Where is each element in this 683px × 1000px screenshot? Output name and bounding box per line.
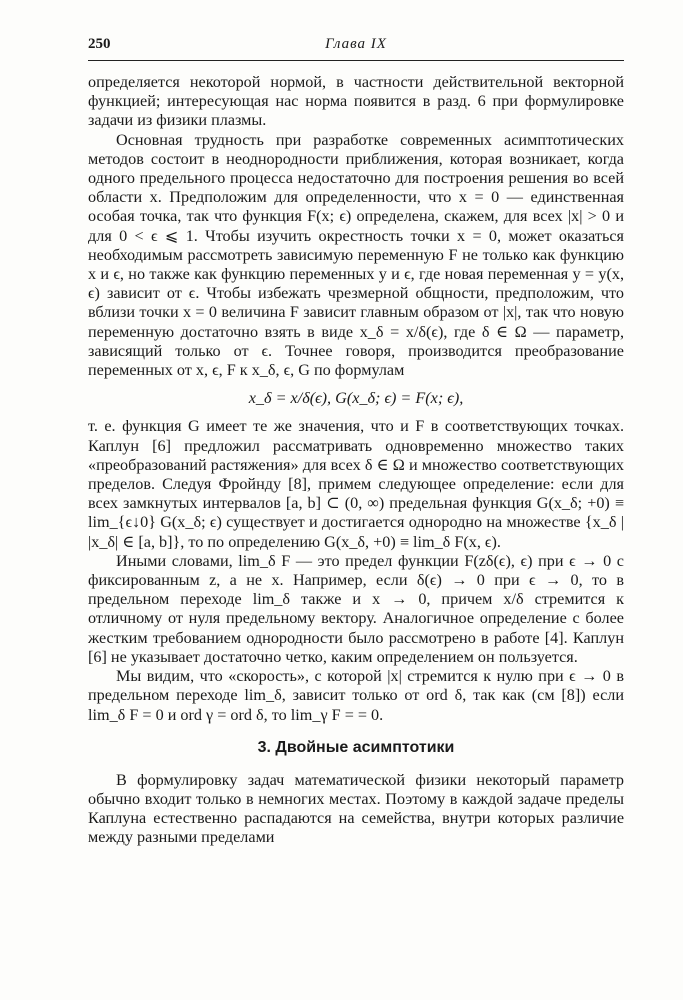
paragraph-1: определяется некоторой нормой, в частности действительной векторной функцией; интересующая нас норма появится в разд. 6 при формулировке задачи из физики плазмы. (88, 73, 624, 130)
page-number: 250 (88, 36, 111, 52)
page (88, 34, 624, 848)
display-formula: x_δ = x/δ(ϵ), G(x_δ; ϵ) = F(x; ϵ), (248, 389, 464, 408)
paragraph-5: Мы видим, что «скорость», с которой |x| стремится к нулю при ϵ → 0 в предельном переходе lim_δ, зависит только от ord δ, так как (см [8]) если lim_δ F = 0 и ord γ = ord δ, то lim_γ F = = 0. (88, 667, 624, 724)
running-header (88, 34, 624, 56)
chapter-title: Глава IX (325, 36, 387, 52)
section-heading: 3. Двойные асимптотики (257, 738, 455, 756)
paragraph-3: т. е. функция G имеет те же значения, что и F в соответствующих точках. Каплун [6] предложил рассматривать одновременно множество таких «преобразований растяжения» для всех δ ∈ Ω и множество соответствующих пределов. Следуя Фройнду [8], примем следующее определение: если для всех замкнутых интервалов [a, b] ⊂ (0, ∞) предельная функция G(x_δ; +0) ≡ lim_{ϵ↓0} G(x_δ; ϵ) существует и достигается однородно на множестве {x_δ | |x_δ| ∈ [a, b]}, то по определению G(x_δ, +0) ≡ lim_δ F(x, ϵ). (88, 417, 624, 551)
paragraph-4: Иными словами, lim_δ F — это предел функции F(zδ(ϵ), ϵ) при ϵ → 0 с фиксированным z, а не x. Например, если δ(ϵ) → 0 при ϵ → 0, то в предельном переходе lim_δ также и x → 0, причем x/δ стремится к отличному от нуля предельному вектору. Аналогичное определение с более жестким требованием однородности было рассмотрено в работе [4]. Каплун [6] не указывает достаточно четко, каким определением он пользуется. (88, 551, 624, 666)
paragraph-6: В формулировку задач математической физики некоторый параметр обычно входит только в немногих местах. Поэтому в каждой задаче пределы Каплуна естественно распадаются на семейства, внутри которых различие между разными пределами (88, 770, 624, 847)
paragraph-2: Основная трудность при разработке современных асимптотических методов состоит в неоднородности приближения, которая возникает, когда одного предельного процесса недостаточно для построения решения во всей области x. Предположим для определенности, что x = 0 — единственная особая точка, так что функция F(x; ϵ) определена, скажем, для всех |x| > 0 и для 0 < ϵ ⩽ 1. Чтобы изучить окрестность точки x = 0, может оказаться необходимым рассмотреть зависимую переменную F не только как функцию x и ϵ, но также как функцию переменных y и ϵ, где новая переменная y = y(x, ϵ) зависит от ϵ. Чтобы избежать чрезмерной общности, предположим, что вблизи точки x = 0 величина F зависит главным образом от |x|, так что новую переменную достаточно взять в виде x_δ = x/δ(ϵ), где δ ∈ Ω — параметр, зависящий только от ϵ. Точнее говоря, производится преобразование переменных от x, ϵ, F к x_δ, ϵ, G по формулам (88, 130, 624, 380)
header-rule (88, 60, 624, 61)
